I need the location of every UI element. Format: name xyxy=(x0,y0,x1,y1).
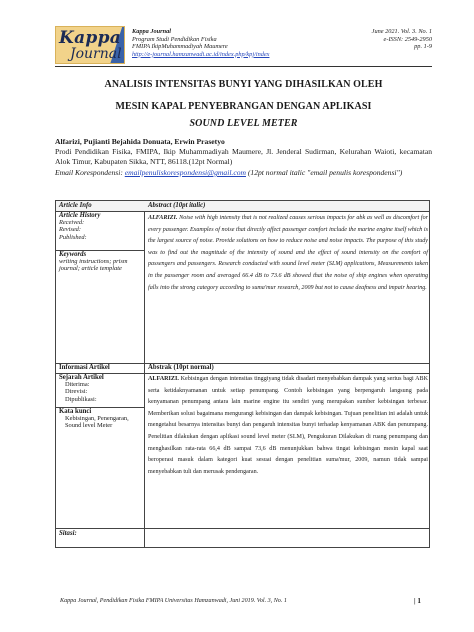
page-number: | 1 xyxy=(414,597,421,605)
keywords-block xyxy=(56,251,144,273)
abstrak-id-body: Kebisingan dengan intensitas tinggiyang tidak disadari menyebabkan dampak yang serius bagi ABK serta ketidaknyamanan untuk setiap penumpang. Contoh kebisingan yang berpengaruh langsung pada kenyamanan penumpang antara lain marine engine itu sendiri yang merupakan sumber kebisingan terbesar. Memberikan solusi bagaimana mengurangi kebisingan dan dampak kebisingan. Tujuan penelitian ini adalah untuk mengetahui besarnya intensitas bunyi dan pengaruh intensitas bunyi terhadap kenyamanan ABK dan penumpang. Penelitian dilakukan dengan aplikasi sound level meter (SLM), Pengukuran Dilakukan di ruang penumpang dan menghasilkan rata-rata 66,4 dB sampai 73,6 dB menunjukkan bahwa tingat kebisingan mesin kapal saat beroperasi masuk dalam kategori kuat sesuai dengan penelitian suma'mur, 2009, namun tidak sampai menyebabkan tuli dan merusak pendengaran. xyxy=(148,376,428,475)
journal-name: Kappa Journal xyxy=(132,28,172,35)
abstrak-id-lead: ALFARIZI. xyxy=(148,376,179,382)
article-title-line-1: ANALISIS INTENSITAS BUNYI YANG DIHASILKAN OLEH xyxy=(104,79,383,90)
journal-issue-info xyxy=(372,28,432,51)
issn-label: e-ISSN: 2549-2950 xyxy=(383,35,432,43)
page-footer: Kappa Journal, Pendidikan Fisika FMIPA Universitas Hamzanwadi, Juni 2019. Vol. 3, No. 1 xyxy=(60,598,287,604)
email-link[interactable]: emailpenuliskorespondensi@gmail.com xyxy=(124,168,246,177)
abstract-en-text xyxy=(145,213,430,294)
author-affiliation: Prodi Pendidikan Fisika, FMIPA, Ikip Muhammadiyah Maumere, Jl. Jenderal Sudirman, Kelurahan Waioti, kecamatan Alok Timur, Kabupaten Sikka, NTT, 86118.(12pt Normal) xyxy=(55,147,432,166)
journal-header xyxy=(55,26,432,66)
kata-kunci-heading: Kata kunci xyxy=(59,408,92,415)
sejarah-heading: Sejarah Artikel xyxy=(59,374,104,381)
article-info-table xyxy=(55,200,430,548)
article-title-line-2: MESIN KAPAL PENYEBRANGAN DENGAN APLIKASI xyxy=(115,101,372,112)
table-header-row-id xyxy=(56,364,429,373)
direvisi-label: Direvisi: xyxy=(65,388,88,396)
revised-label: Revised: xyxy=(59,226,81,234)
article-history-heading: Article History xyxy=(59,212,101,219)
published-label: Published: xyxy=(59,233,87,241)
keywords-heading: Keywords xyxy=(59,251,87,258)
issue-label: June 2021. Vol. 3. No. 1 xyxy=(371,28,432,35)
kata-kunci-block xyxy=(56,408,144,430)
sejarah-block xyxy=(56,374,144,403)
article-title-line-3: SOUND LEVEL METER xyxy=(189,118,298,129)
article-history-block xyxy=(56,212,144,241)
logo-text-sub: Journal xyxy=(70,46,122,62)
dipublikasi-label: Dipublikasi: xyxy=(65,395,97,403)
diterima-label: Diterima: xyxy=(65,381,90,388)
journal-info xyxy=(132,28,269,58)
abstract-en-lead: ALFARIZI. xyxy=(148,215,178,221)
received-label: Received: xyxy=(59,219,85,226)
info-artikel-heading: Informasi Artikel xyxy=(59,364,110,371)
journal-url-link[interactable]: http://e-journal.hamzanwadi.ac.id/index.php/kpj/index xyxy=(132,50,270,58)
article-info-heading: Article Info xyxy=(59,202,92,209)
abstract-heading: Abstract (10pt italic) xyxy=(148,202,206,209)
sitasi-row xyxy=(56,530,429,548)
journal-faculty: FMIPA IkipMuhammadiyah Maumere xyxy=(132,43,228,51)
keywords-text: writing instructions; prism journal; article template xyxy=(59,258,128,273)
abstrak-heading: Abstrak (10pt normal) xyxy=(148,364,214,371)
kata-kunci-text: Kebisingan, Penengaran, Sound level Meter xyxy=(65,415,129,430)
abstract-en-body: Noise with high intensity that is not realized causes serious impacts for abk as well as discomfort for every passenger. Examples of noise that directly affect passenger comfort include the marine engine itself which is the largest source of noise. Provide solutions on how to reduce noise and noise impacts. The purpose of this study was to find out the magnitude of the intensity of sound and the effect of sound intensity on the comfort of passengers and passengers. Research conducted with sound level meter (SLM) applications, Measurements taken in the passenger room and averaged 66.4 dB to 73.6 dB showed that the noise of ship engines when operating falls into the strong category according to suma'mur research, 2009 but not to cause deafness and impair hearing. xyxy=(148,215,428,291)
sitasi-heading: Sitasi: xyxy=(59,530,77,537)
journal-logo xyxy=(55,26,125,64)
logo-text-main: Kappa xyxy=(59,28,122,48)
journal-program: Program Studi Pendidikan Fisika xyxy=(132,35,217,43)
author-list: Alfarizi, Pujianti Bejahida Donuata, Erwin Prasetyo xyxy=(55,137,225,146)
table-header-row-en xyxy=(56,201,429,211)
email-label: Email Korespondensi: xyxy=(55,168,125,177)
abstrak-id-text xyxy=(145,374,430,478)
header-divider xyxy=(55,66,432,67)
email-note: (12pt normal italic "email penulis korespondensi") xyxy=(245,168,403,177)
row-divider xyxy=(56,528,429,529)
pages-label: pp. 1-9 xyxy=(414,43,432,51)
correspondence-email xyxy=(55,168,432,178)
